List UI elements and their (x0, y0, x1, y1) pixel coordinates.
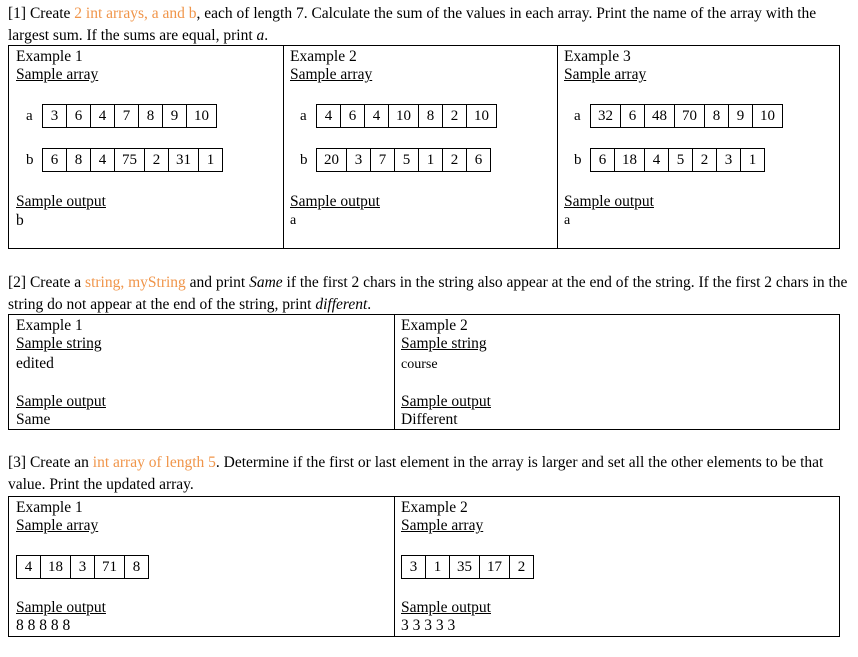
output-label: Sample output (401, 393, 491, 410)
q3-highlight: int array of length 5 (92, 454, 216, 471)
array-b (316, 148, 491, 172)
q1-prompt-text: [1] Create (8, 5, 75, 22)
array-row (401, 555, 534, 579)
array-cell: 6 (591, 149, 615, 171)
q3-prompt (8, 452, 850, 496)
array-cell: 48 (645, 105, 675, 127)
sample-label: Sample array (564, 66, 647, 83)
array-cell: 8 (419, 105, 443, 127)
array-cell: 1 (206, 152, 215, 168)
array-b-label: b (300, 151, 308, 168)
output-label: Sample output (16, 599, 106, 616)
array-b (42, 148, 223, 172)
sample-label: Sample string (401, 335, 487, 352)
q3-prompt-text: [3] Create an (8, 454, 93, 471)
array-cell: 8 (705, 105, 729, 127)
sample-array (401, 555, 534, 579)
q1-example-2 (283, 46, 558, 248)
q3-example-2 (394, 497, 839, 636)
example-title: Example 2 (401, 499, 468, 516)
q2-example-2 (394, 315, 839, 429)
q1-example-3 (557, 46, 839, 248)
example-title: Example 1 (16, 499, 83, 516)
q3-examples-table (8, 496, 840, 637)
array-cell: 8 (139, 105, 163, 127)
array-cell: 31 (169, 149, 199, 171)
array-cell: 10 (194, 108, 209, 124)
array-b-label: b (574, 151, 582, 168)
array-b-label: b (26, 151, 34, 168)
array-cell: 10 (474, 108, 489, 124)
q1-prompt-text: , each of length 7. Calculate the sum of the values in each array. Print the name of the array with the largest sum. If the sums are equal, print (8, 5, 817, 44)
q2-prompt-italic: Same (249, 274, 283, 291)
q2-prompt-text: [2] Create a (8, 274, 86, 291)
array-cell: 7 (371, 149, 395, 171)
array-cell: 2 (443, 149, 467, 171)
output-label: Sample output (564, 193, 654, 210)
array-b (590, 148, 765, 172)
example-title: Example 2 (401, 317, 468, 334)
q1-prompt-text: . (264, 27, 269, 44)
array-a-row (300, 104, 497, 128)
array-cell: 10 (389, 105, 419, 127)
example-title: Example 1 (16, 48, 83, 65)
q2-prompt (8, 272, 850, 316)
array-cell: 75 (115, 149, 145, 171)
array-b-row (300, 148, 491, 172)
array-cell: 6 (474, 152, 483, 168)
array-cell: 3 (717, 149, 741, 171)
q2-highlight: string, myString (85, 274, 186, 291)
array-a (42, 104, 217, 128)
output-value: Different (401, 411, 458, 428)
array-cell: 18 (615, 149, 645, 171)
array-row (16, 555, 149, 579)
sample-string-value: edited (16, 355, 54, 372)
sample-array (16, 555, 149, 579)
array-cell: 3 (43, 105, 67, 127)
q1-examples-table (8, 45, 840, 249)
q1-highlight: 2 int arrays, a and b (74, 5, 197, 22)
array-cell: 6 (621, 105, 645, 127)
array-cell: 9 (163, 105, 187, 127)
array-cell: 70 (675, 105, 705, 127)
array-a-label: a (574, 107, 581, 124)
array-a-label: a (26, 107, 33, 124)
q2-example-1 (9, 315, 395, 429)
array-cell: 8 (67, 149, 91, 171)
sample-label: Sample array (16, 517, 99, 534)
q2-examples-table (8, 314, 840, 430)
array-cell: 4 (91, 105, 115, 127)
array-cell: 5 (395, 149, 419, 171)
q2-prompt-text: and print (185, 274, 250, 291)
array-cell: 3 (402, 556, 426, 578)
sample-label: Sample array (401, 517, 484, 534)
array-a-label: a (300, 107, 307, 124)
sample-label: Sample string (16, 335, 102, 352)
array-a (590, 104, 783, 128)
q3-prompt-text: . Determine if the first or last element in the array is larger and set all the other elements to be that value. Print the updated array. (8, 454, 824, 493)
array-cell: 4 (317, 105, 341, 127)
q2-prompt-italic: different (315, 296, 368, 313)
array-b-row (574, 148, 765, 172)
array-cell: 2 (693, 149, 717, 171)
output-value: a (564, 213, 571, 228)
array-a-row (26, 104, 217, 128)
example-title: Example 2 (290, 48, 357, 65)
array-cell: 2 (145, 149, 169, 171)
array-cell: 18 (41, 556, 71, 578)
output-label: Sample output (16, 193, 106, 210)
array-cell: 35 (450, 556, 480, 578)
example-title: Example 1 (16, 317, 83, 334)
q1-prompt (8, 3, 850, 47)
example-title: Example 3 (564, 48, 631, 65)
array-cell: 32 (591, 105, 621, 127)
array-cell: 4 (645, 149, 669, 171)
sample-label: Sample array (16, 66, 99, 83)
sample-label: Sample array (290, 66, 373, 83)
q3-example-1 (9, 497, 395, 636)
array-b-row (26, 148, 223, 172)
array-cell: 71 (95, 556, 125, 578)
array-cell: 8 (132, 559, 141, 575)
output-label: Sample output (16, 393, 106, 410)
array-cell: 5 (669, 149, 693, 171)
q1-prompt-italic: a (256, 27, 265, 44)
output-value: 8 8 8 8 8 (16, 617, 71, 634)
output-value: b (16, 212, 24, 229)
array-cell: 4 (365, 105, 389, 127)
array-cell: 3 (71, 556, 95, 578)
output-label: Sample output (290, 193, 380, 210)
q2-prompt-text: . (367, 296, 372, 313)
array-cell: 4 (17, 556, 41, 578)
array-cell: 6 (67, 105, 91, 127)
array-cell: 2 (517, 559, 526, 575)
array-a (316, 104, 497, 128)
array-cell: 1 (748, 152, 757, 168)
output-value: Same (16, 411, 51, 428)
output-value: 3 3 3 3 3 (401, 617, 456, 634)
sample-string-value: course (401, 357, 438, 372)
array-cell: 6 (43, 149, 67, 171)
output-value: a (290, 213, 297, 228)
array-cell: 20 (317, 149, 347, 171)
array-cell: 4 (91, 149, 115, 171)
array-cell: 1 (419, 149, 443, 171)
array-cell: 6 (341, 105, 365, 127)
q2-prompt-text: if the first 2 chars in the string also appear at the end of the string. If the first 2 chars in the string do not appear at the end of the string, print (8, 274, 848, 313)
array-cell: 17 (480, 556, 510, 578)
array-cell: 10 (760, 108, 775, 124)
array-cell: 2 (443, 105, 467, 127)
array-cell: 3 (347, 149, 371, 171)
q1-example-1 (9, 46, 284, 248)
array-cell: 9 (729, 105, 753, 127)
output-label: Sample output (401, 599, 491, 616)
array-a-row (574, 104, 783, 128)
array-cell: 7 (115, 105, 139, 127)
array-cell: 1 (426, 556, 450, 578)
